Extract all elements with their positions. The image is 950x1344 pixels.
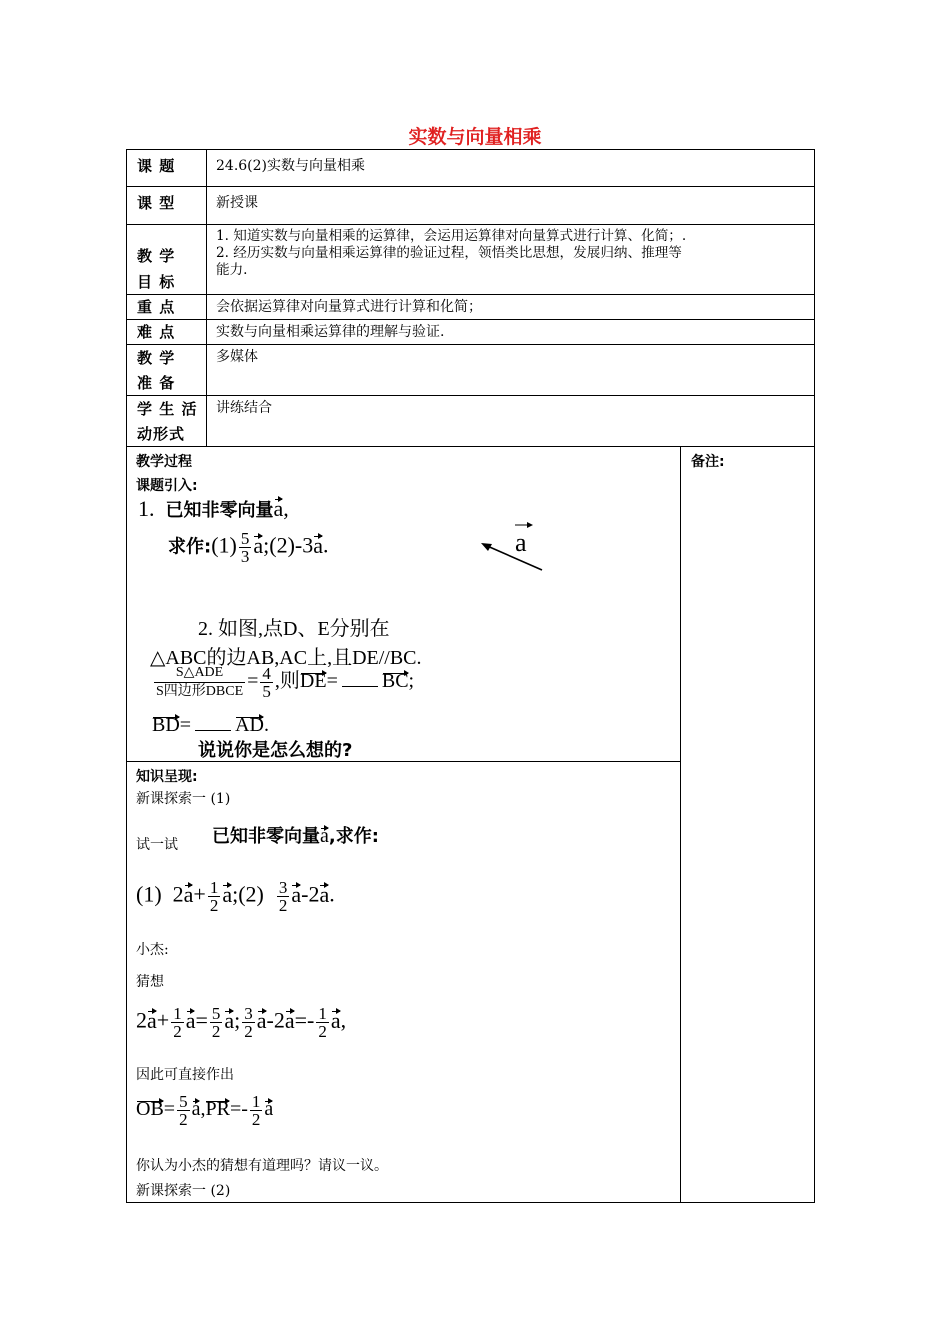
result-expression: OB= $\frac{5}{2}$ a,PR=- $\frac{1}{2}$ a bbox=[136, 1092, 274, 1129]
prep-label-2: 准 备 bbox=[137, 374, 176, 392]
question-2-line-1: 2. 如图,点D、E分别在 bbox=[198, 618, 390, 640]
prep-value: 多媒体 bbox=[216, 349, 258, 365]
explore-2-label: 新课探索一 (2) bbox=[136, 1183, 231, 1199]
difficulty-value: 实数与向量相乘运算律的理解与验证. bbox=[216, 324, 445, 340]
try-text: 已知非零向量a,求作: bbox=[212, 825, 379, 847]
goal-label-2: 目 标 bbox=[137, 273, 176, 291]
vector-de: DE bbox=[299, 670, 327, 693]
notes-column-divider bbox=[680, 446, 681, 1203]
goal-line-2: 2. 经历实数与向量相乘运算律的验证过程，领悟类比思想，发展归纳、推理等 bbox=[216, 245, 682, 261]
guess-label: 猜想 bbox=[136, 974, 164, 990]
question-1-line-1: 1. 已知非零向量a, bbox=[138, 496, 289, 521]
topic-label: 课 题 bbox=[137, 157, 176, 175]
question-2-line-4: BD= AD. bbox=[152, 714, 269, 736]
vector-a-figure-label: a bbox=[515, 528, 527, 557]
intro-heading: 课题引入: bbox=[136, 478, 198, 494]
key-point-label: 重 点 bbox=[137, 298, 176, 316]
activity-label-1: 学 生 活 bbox=[137, 400, 198, 418]
row-divider bbox=[126, 294, 815, 295]
vector-ad: AD bbox=[235, 714, 264, 736]
vector-bd: BD bbox=[152, 714, 180, 736]
knowledge-heading: 知识呈现: bbox=[136, 769, 198, 785]
row-divider bbox=[126, 319, 815, 320]
vector-bc: BC bbox=[381, 670, 409, 693]
goal-line-1: 1. 知道实数与向量相乘的运算律，会运用运算律对向量算式进行计算、化简；. bbox=[216, 228, 687, 244]
guess-expression: 2a+ $\frac{1}{2}$ a= $\frac{5}{2}$ a; $\frac{3}{2}$ a-2a=- $\frac{1}{2}$ a, bbox=[136, 1004, 347, 1041]
discussion-question: 你认为小杰的猜想有道理吗？请议一议。 bbox=[136, 1158, 388, 1174]
goal-line-3: 能力. bbox=[216, 262, 248, 278]
activity-value: 讲练结合 bbox=[216, 400, 272, 416]
vector-a: a bbox=[313, 532, 323, 558]
try-label: 试一试 bbox=[136, 837, 178, 853]
question-2-ask: 说说你是怎么想的? bbox=[198, 740, 353, 761]
activity-label-2: 动形式 bbox=[137, 425, 186, 443]
vector-ob: OB bbox=[136, 1098, 164, 1121]
label-column-divider bbox=[206, 149, 207, 446]
vector-a: a bbox=[273, 496, 284, 521]
notes-heading: 备注: bbox=[691, 454, 725, 470]
row-divider bbox=[126, 224, 815, 225]
question-2-line-3: $\frac{\text{S△ADE}}{\text{S四边形DBCE}}$ = $\frac{4}{5}$ ,则DE= BC; bbox=[156, 664, 415, 701]
row-divider bbox=[126, 186, 815, 187]
topic-value: 24.6(2)实数与向量相乘 bbox=[216, 158, 366, 174]
row-divider bbox=[126, 446, 815, 447]
prep-label-1: 教 学 bbox=[137, 349, 176, 367]
answer-blank bbox=[195, 730, 231, 731]
key-point-value: 会依据运算律对向量算式进行计算和化简； bbox=[216, 299, 482, 315]
process-heading: 教学过程 bbox=[136, 454, 192, 470]
row-divider bbox=[126, 344, 815, 345]
therefore-label: 因此可直接作出 bbox=[136, 1067, 234, 1083]
vector-pr: PR bbox=[205, 1098, 230, 1121]
difficulty-label: 难 点 bbox=[137, 323, 176, 341]
vector-a: a bbox=[253, 532, 264, 558]
explore-1-label: 新课探索一 (1) bbox=[136, 791, 231, 807]
page-title: 实数与向量相乘 bbox=[408, 126, 542, 148]
type-label: 课 型 bbox=[137, 194, 176, 212]
answer-blank bbox=[342, 686, 378, 687]
type-value: 新授课 bbox=[216, 195, 258, 211]
question-2-line-2: △ABC的边AB,AC上,且DE//BC. bbox=[150, 647, 422, 669]
exercise-expression: (1) 2a+ $\frac{1}{2}$ a;(2) $\frac{3}{2}$ a-2a. bbox=[136, 878, 335, 915]
question-1-line-2: 求作:(1) $\frac{5}{3}$ a;(2)-3a. bbox=[168, 529, 329, 566]
xiaojie-label: 小杰: bbox=[136, 942, 169, 958]
row-divider bbox=[126, 395, 815, 396]
goal-label-1: 教 学 bbox=[137, 247, 176, 265]
vector-a: a bbox=[320, 825, 329, 847]
